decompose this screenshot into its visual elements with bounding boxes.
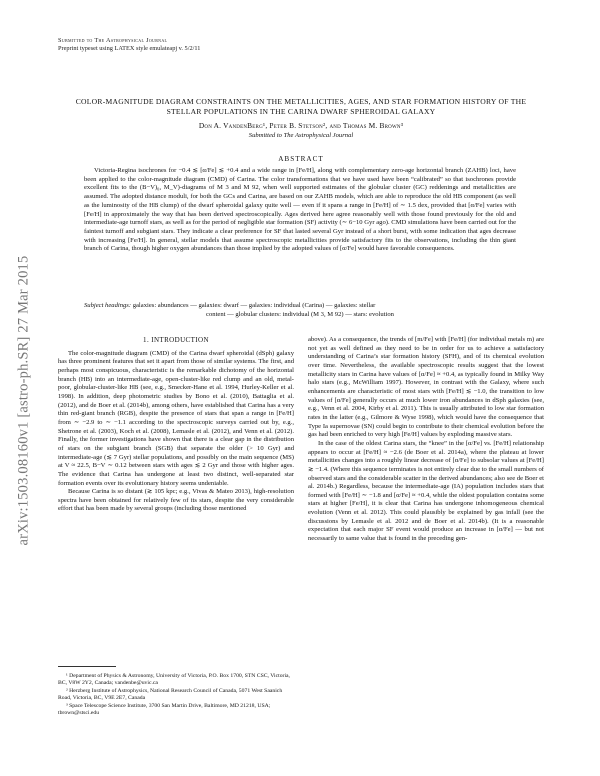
- footnotes: [58, 673, 294, 718]
- arxiv-identifier: arXiv:1503.08160v1 [astro-ph.SR] 27 Mar 2015: [15, 255, 32, 545]
- footnote-affiliation-3: ³ Space Telescope Science Institute, 3700 San Martin Drive, Baltimore, MD 21218, USA; tbrown@stsci.edu: [58, 703, 271, 716]
- arxiv-stamp: [14, 210, 34, 590]
- footnote-rule: [58, 666, 116, 667]
- left-column: [58, 336, 294, 514]
- preprint-typeset-note: Preprint typeset using LATEX style emulateapj v. 5/2/11: [58, 45, 201, 52]
- section-heading-introduction: 1. INTRODUCTION: [143, 336, 209, 344]
- title-block: [58, 97, 544, 139]
- intro-paragraph: Because Carina is so distant (≳ 105 kpc; e.g., Vivas & Mateo 2013), high-resolution spectra have been obtained for relatively few of its stars, despite the very considerable effort that has been made by several groups (including those mentioned: [58, 488, 294, 513]
- subject-headings-line-2: content — globular clusters: individual (M 3, M 92) — stars: evolution: [206, 310, 394, 318]
- journal-note: Submitted to The Astrophysical Journal: [58, 37, 168, 44]
- preprint-header: [58, 37, 200, 53]
- subject-headings-line-1: galaxies: abundances — galaxies: dwarf — galaxies: individual (Carina) — galaxies: stellar: [131, 302, 376, 309]
- submission-note: Submitted to The Astrophysical Journal: [248, 132, 354, 139]
- abstract-text: Victoria-Regina isochrones for −0.4 ≲ [α/Fe] ≲ +0.4 and a wide range in [Fe/H], along with complementary zero-age horizontal branch (ZAHB) loci, have been applied to the color-magnitude diagram (CMD) of Carina. The color transformations that we have used have been “calibrated” so that isochrones provide excellent fits to the (B−V)₀, M_V)-diagrams of M 3 and M 92, when well supported estimates of the globular cluster (GC) reddenings and metallicities are assumed. The adopted distance moduli, for both the GCs and Carina, are based on our ZAHB models, which are able to reproduce the old HB component (as well as the luminosity of the HB clump) of the dwarf spheroidal galaxy quite well — even if it spans a range in [Fe/H] of ∼ 1.5 dex, provided that [α/Fe] varies with [Fe/H] in approximately the way that has been derived spectroscopically. Ages derived here agree reasonably well with those found previously for the old and intermediate-age turnoff stars, as well as for the period of negligible star formation (SF) activity (∼ 6−10 Gyr ago). CMD simulations have been carried out for the faintest turnoff and subgiant stars. They indicate a clear preference for SF that lasted several Gyr instead of a short burst, with some indication that ages decrease with increasing [Fe/H]. In general, stellar models that assume spectroscopic metallicities provide satisfactory fits to the observations, including the thin giant branch of Carina, though higher oxygen abundances than those implied by the adopted values of [α/Fe] would have favorable consequences.: [84, 167, 516, 253]
- author-list: Don A. VandenBerg¹, Peter B. Stetson², and Thomas M. Brown³: [198, 121, 404, 130]
- footnote-affiliation-2: ² Herzberg Institute of Astrophysics, National Research Council of Canada, 5071 West Saanich Road, Victoria, BC, V9E 2E7, Canada: [58, 688, 283, 701]
- footnote-affiliation-1: ¹ Department of Physics & Astronomy, University of Victoria, P.O. Box 1700, STN CSC, Victoria, BC, V8W 2Y2, Canada; vandenbe@uvic.ca: [58, 673, 290, 686]
- intro-paragraph: In the case of the oldest Carina stars, the “knee” in the [α/Fe] vs. [Fe/H] relationship appears to occur at [Fe/H] ≈ −2.6 (de Boer et al. 2014a), where the plateau at lower metallicities changes into a roughly linear decrease of [α/Fe] to subsolar values at [Fe/H] ≳ −1.4. (Where this sequence terminates is not entirely clear due to the small numbers of observed stars and the considerable scatter in the derived abundances; also see de Boer et al. 2014b.) Regardless, because the intermediate-age (IA) population includes stars that formed with [Fe/H] ∼ −1.8 and [α/Fe] ≈ +0.4, while the oldest population contains some stars at higher [Fe/H], it is clear that Carina has undergone inhomogeneous chemical evolution (Venn et al. 2012). This could plausibly be explained by gas infall (see the discussions by Lemasle et al. 2012 and de Boer et al. 2014b). (It is a reasonable expectation that each major SF event would produce an increase in [α/Fe] — but not necessarily to same value that is found in the preceding gen-: [308, 439, 544, 543]
- subject-headings: [84, 302, 516, 319]
- intro-paragraph: The color-magnitude diagram (CMD) of the Carina dwarf spheroidal (dSph) galaxy has three prominent features that set it apart from those of similar systems. The first, and perhaps most conspicuous, characteristic is the remarkable dichotomy of the horizontal branch (HB) into an intermediate-age, open-cluster-like red clump and an old, metal-poor, globular-cluster-like HB (see, e.g., Smecker-Hane et al. 1994, Hurley-Keller et al. 1998). In addition, deep photometric studies by Bono et al. (2010), Battaglia et al. (2012), and de Boer et al. (2014b), among others, have established that Carina has a very thin red-giant branch (RGB), despite the presence of stars that span a range in [Fe/H] from ∼ −2.9 to ∼ −1.1 according to the spectroscopic surveys carried out by, e.g., Shetrone et al. (2003), Koch et al. (2008), Lemasle et al. (2012), and Venn et al. (2012). Finally, the former investigations have shown that there is a clear gap in the distribution of stars on the subgiant branch (SGB) that separate the older (> 10 Gyr) and intermediate-age (≲ 7 Gyr) stellar populations, and possibly on the main sequence (MS) at V ≈ 22.5, B−V ∼ 0.12 between stars with ages ≲ 2 Gyr and those with higher ages. The evidence that Carina has undergone at least two distinct, well-separated star formation events over its evolutionary history seems undeniable.: [58, 349, 294, 487]
- subject-headings-label: Subject headings:: [84, 302, 132, 309]
- intro-paragraph: above). As a consequence, the trends of [m/Fe] with [Fe/H] (for individual metals m) are not yet as well defined as they need to be in order for us to achieve a satisfactory understanding of Carina’s star formation history (SFH), and of its chemical evolution over time. Nevertheless, the available spectroscopic results suggest that the lowest metallicity stars in Carina have values of [α/Fe] ≈ +0.4, as typically found in Milky Way halo stars (e.g., McWilliam 1997). However, in contrast with the Galaxy, where such enhancements are characteristic of most stars with [Fe/H] ≲ −1.0, the transition to low values of [α/Fe] generally occurs at much lower iron abundances in dSph galaxies (see, e.g., Venn et al. 2004, Kirby et al. 2011). This is usually attributed to low star formation rates in the latter (e.g., Gilmore & Wyse 1998), which would have the consequence that Type Ia supernovae (SN) could begin to contribute to their chemical evolution before the gas had been enriched to very high [Fe/H] values by exploding massive stars.: [308, 336, 544, 439]
- right-column: [308, 336, 544, 544]
- abstract-heading: ABSTRACT: [278, 155, 324, 163]
- paper-title: COLOR-MAGNITUDE DIAGRAM CONSTRAINTS ON THE METALLICITIES, AGES, AND STAR FORMATION HISTORY OF THE STELLAR POPULATIONS IN THE CARINA DWARF SPHEROIDAL GALAXY: [75, 97, 527, 116]
